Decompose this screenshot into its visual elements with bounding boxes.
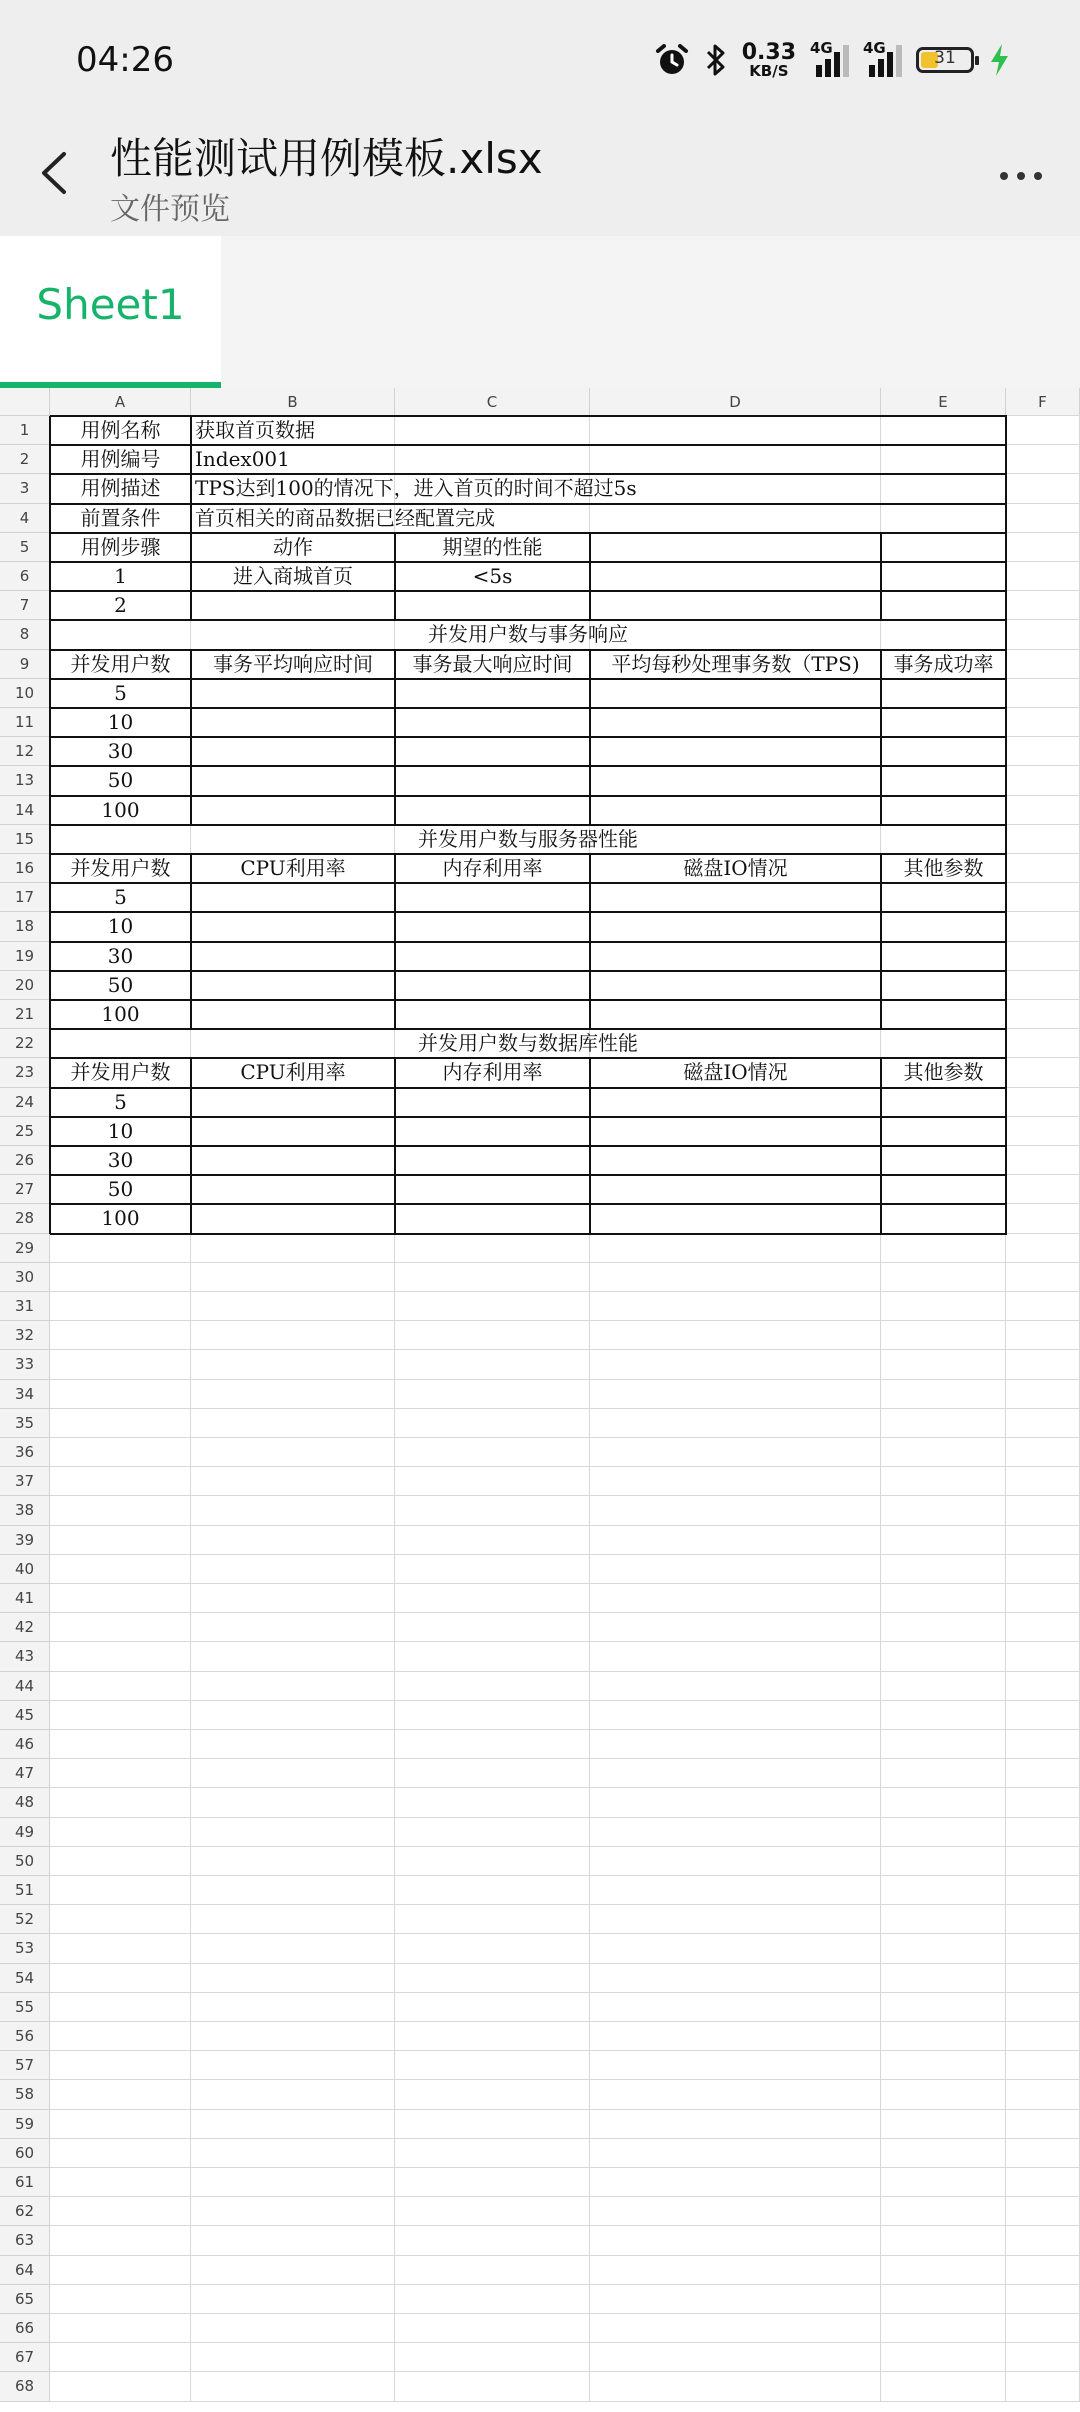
- gridline: [50, 1904, 1080, 1905]
- row-header[interactable]: 35: [0, 1409, 50, 1438]
- table-border: [589, 1175, 591, 1204]
- cell-a4[interactable]: 前置条件: [80, 505, 161, 530]
- battery-level: 31: [934, 48, 956, 68]
- table-border: [589, 1146, 591, 1175]
- row-header[interactable]: 50: [0, 1847, 50, 1876]
- gridline: [50, 1291, 1080, 1292]
- gridline: [50, 1817, 1080, 1818]
- gridline: [50, 1963, 1080, 1964]
- row-header[interactable]: 54: [0, 1964, 50, 1993]
- cell-a23[interactable]: 并发用户数: [70, 1060, 171, 1085]
- gridline: [50, 2284, 1080, 2285]
- table-border: [589, 766, 591, 795]
- cell-c16[interactable]: 内存利用率: [442, 856, 543, 880]
- table-border: [880, 562, 882, 591]
- row-header[interactable]: 10: [0, 679, 50, 708]
- signal-strength-icon: [863, 39, 902, 77]
- cell-a26[interactable]: 30: [107, 1148, 134, 1172]
- column-header-e[interactable]: E: [881, 388, 1006, 416]
- row-header[interactable]: 34: [0, 1380, 50, 1409]
- row-header[interactable]: 1: [0, 416, 50, 445]
- row-header[interactable]: 66: [0, 2314, 50, 2343]
- row-header[interactable]: 11: [0, 708, 50, 737]
- row-header[interactable]: 60: [0, 2139, 50, 2168]
- table-border: [1005, 591, 1007, 620]
- table-border: [394, 1088, 396, 1117]
- row-header[interactable]: 29: [0, 1234, 50, 1263]
- row-header[interactable]: 64: [0, 2256, 50, 2285]
- column-header-f[interactable]: F: [1006, 388, 1080, 416]
- row-header[interactable]: 45: [0, 1701, 50, 1730]
- cell-a9[interactable]: 并发用户数: [70, 651, 171, 676]
- gridline: [50, 1554, 1080, 1555]
- app-header: [0, 110, 1080, 236]
- network-speed: [741, 39, 796, 80]
- row-header[interactable]: 48: [0, 1788, 50, 1817]
- table-border: [1005, 1146, 1007, 1175]
- table-border: [1005, 737, 1007, 766]
- cell-d16[interactable]: 磁盘IO情况: [683, 856, 788, 880]
- gridline: [50, 1379, 1080, 1380]
- row-header[interactable]: 57: [0, 2051, 50, 2080]
- table-border: [880, 971, 882, 1000]
- charging-icon: [988, 42, 1010, 78]
- gridline: [50, 2313, 1080, 2314]
- row-header[interactable]: 22: [0, 1029, 50, 1058]
- column-header-d[interactable]: D: [590, 388, 881, 416]
- row-header[interactable]: 20: [0, 971, 50, 1000]
- table-border: [589, 912, 591, 941]
- table-border: [1005, 1204, 1007, 1233]
- table-border: [394, 679, 396, 708]
- column-header-b[interactable]: B: [191, 388, 395, 416]
- row-header[interactable]: 15: [0, 825, 50, 854]
- row-header[interactable]: 51: [0, 1876, 50, 1905]
- table-border: [1005, 942, 1007, 971]
- table-border: [880, 1204, 882, 1233]
- back-arrow-icon: [22, 140, 88, 206]
- signal-strength-icon: [810, 39, 849, 77]
- cell-a1[interactable]: 用例名称: [80, 418, 161, 442]
- gridline: [50, 2196, 1080, 2197]
- row-header[interactable]: 38: [0, 1496, 50, 1525]
- row-header[interactable]: 27: [0, 1175, 50, 1204]
- table-border: [1005, 562, 1007, 591]
- column-header-c[interactable]: C: [395, 388, 590, 416]
- gridline: [50, 1875, 1080, 1876]
- row-header[interactable]: 62: [0, 2197, 50, 2226]
- cell-a17[interactable]: 5: [114, 885, 127, 910]
- table-border: [880, 737, 882, 766]
- table-border: [394, 912, 396, 941]
- table-border: [880, 533, 882, 562]
- gridline: [50, 1846, 1080, 1847]
- table-border: [880, 708, 882, 737]
- table-border: [589, 737, 591, 766]
- table-border: [880, 1146, 882, 1175]
- sheet-tab-label: Sheet1: [36, 279, 185, 329]
- table-border: [589, 883, 591, 912]
- row-header[interactable]: 12: [0, 737, 50, 766]
- table-border: [1005, 766, 1007, 795]
- table-border: [589, 1000, 591, 1029]
- cell-b6[interactable]: 进入商城首页: [233, 564, 353, 588]
- gridline: [50, 1612, 1080, 1613]
- table-border: [394, 737, 396, 766]
- row-header[interactable]: 46: [0, 1730, 50, 1759]
- row-header[interactable]: 65: [0, 2285, 50, 2314]
- cell-a14[interactable]: 100: [101, 797, 140, 822]
- row-header[interactable]: 58: [0, 2080, 50, 2109]
- cell-c5[interactable]: 期望的性能: [442, 534, 543, 559]
- gridline: [50, 1641, 1080, 1642]
- cell-a12[interactable]: 30: [107, 739, 134, 764]
- cell-c9[interactable]: 事务最大响应时间: [412, 651, 573, 676]
- table-border: [880, 942, 882, 971]
- table-border: [1005, 971, 1007, 1000]
- cell-b2[interactable]: Index001: [195, 447, 290, 472]
- table-border: [1005, 912, 1007, 941]
- table-border: [394, 1175, 396, 1204]
- gridline: [50, 1729, 1080, 1730]
- row-header[interactable]: 25: [0, 1117, 50, 1146]
- gridline: [50, 1787, 1080, 1788]
- cell-a16[interactable]: 并发用户数: [70, 856, 171, 880]
- cell-a13[interactable]: 50: [107, 768, 134, 793]
- gridline: [50, 2109, 1080, 2110]
- gridline: [50, 1671, 1080, 1672]
- row-header[interactable]: 68: [0, 2372, 50, 2401]
- table-border: [394, 1117, 396, 1146]
- row-header[interactable]: 2: [0, 445, 50, 474]
- row-header[interactable]: 33: [0, 1350, 50, 1379]
- row-header[interactable]: 4: [0, 504, 50, 533]
- gridline: [50, 1495, 1080, 1496]
- table-border: [50, 707, 1007, 709]
- gridline: [50, 1700, 1080, 1701]
- table-border: [50, 941, 1007, 943]
- gridline: [50, 2225, 1080, 2226]
- cell-a24[interactable]: 5: [114, 1089, 127, 1114]
- more-dots-icon: [1000, 172, 1008, 180]
- row-header[interactable]: 21: [0, 1000, 50, 1029]
- gridline: [50, 1408, 1080, 1409]
- table-border: [1005, 679, 1007, 708]
- select-all-corner[interactable]: [0, 388, 50, 416]
- cell-b23[interactable]: CPU利用率: [240, 1060, 346, 1085]
- cell-c6[interactable]: <5s: [472, 564, 513, 588]
- gridline: [50, 1437, 1080, 1438]
- cell-a28[interactable]: 100: [101, 1206, 140, 1231]
- row-header[interactable]: 19: [0, 942, 50, 971]
- table-border: [1005, 1088, 1007, 1117]
- row-header[interactable]: 23: [0, 1058, 50, 1087]
- row-header[interactable]: 9: [0, 650, 50, 679]
- cell-a15[interactable]: 并发用户数与服务器性能: [418, 826, 638, 851]
- table-border: [1005, 1117, 1007, 1146]
- table-border: [1005, 1000, 1007, 1029]
- table-border: [880, 1175, 882, 1204]
- more-options-button[interactable]: [986, 146, 1056, 206]
- table-border: [50, 1233, 1007, 1235]
- table-border: [589, 679, 591, 708]
- gridline: [50, 2401, 1080, 2402]
- table-border: [50, 1174, 1007, 1176]
- cell-a10[interactable]: 5: [114, 680, 127, 705]
- cell-a3[interactable]: 用例描述: [80, 476, 161, 501]
- table-border: [880, 796, 882, 825]
- table-border: [394, 1204, 396, 1233]
- gridline: [50, 1525, 1080, 1526]
- cell-b9[interactable]: 事务平均响应时间: [213, 651, 373, 676]
- table-border: [589, 1204, 591, 1233]
- table-border: [880, 766, 882, 795]
- row-header[interactable]: 26: [0, 1146, 50, 1175]
- cell-c23[interactable]: 内存利用率: [442, 1060, 543, 1085]
- row-header[interactable]: 55: [0, 1993, 50, 2022]
- gridline: [50, 2079, 1080, 2080]
- cell-a5[interactable]: 用例步骤: [80, 534, 161, 559]
- bluetooth-icon: [704, 42, 728, 78]
- row-header[interactable]: 40: [0, 1555, 50, 1584]
- row-header[interactable]: 44: [0, 1672, 50, 1701]
- cell-b1[interactable]: 获取首页数据: [195, 418, 315, 442]
- table-border: [394, 942, 396, 971]
- table-border: [1005, 1175, 1007, 1204]
- signal-type-label: 4G: [810, 39, 833, 57]
- sheet-tab-sheet1[interactable]: [0, 236, 221, 388]
- spreadsheet-grid[interactable]: [0, 388, 1080, 2412]
- row-header[interactable]: 7: [0, 591, 50, 620]
- table-border: [50, 1145, 1007, 1147]
- cell-b5[interactable]: 动作: [273, 534, 313, 559]
- row-header[interactable]: 49: [0, 1818, 50, 1847]
- battery-icon: [916, 47, 974, 73]
- alarm-icon: [654, 42, 690, 78]
- gridline: [50, 2167, 1080, 2168]
- row-header[interactable]: 16: [0, 854, 50, 883]
- row-header[interactable]: 30: [0, 1263, 50, 1292]
- table-border: [50, 999, 1007, 1001]
- table-border: [589, 942, 591, 971]
- gridline: [50, 2138, 1080, 2139]
- cell-e9[interactable]: 事务成功率: [893, 651, 994, 676]
- table-border: [880, 883, 882, 912]
- row-header[interactable]: 3: [0, 474, 50, 503]
- document-title: 性能测试用例模板.xlsx: [110, 134, 543, 183]
- cell-e16[interactable]: 其他参数: [903, 856, 984, 880]
- signal-type-label: 4G: [863, 39, 886, 57]
- row-header[interactable]: 36: [0, 1438, 50, 1467]
- table-border: [50, 1203, 1007, 1205]
- row-header[interactable]: 52: [0, 1905, 50, 1934]
- column-header-a[interactable]: A: [50, 388, 191, 416]
- table-border: [50, 1116, 1007, 1118]
- cell-a2[interactable]: 用例编号: [80, 447, 161, 472]
- table-border: [880, 1088, 882, 1117]
- document-subtitle: 文件预览: [110, 192, 230, 227]
- table-border: [394, 971, 396, 1000]
- row-header[interactable]: 8: [0, 620, 50, 649]
- table-border: [589, 591, 591, 620]
- cell-d23[interactable]: 磁盘IO情况: [683, 1060, 788, 1085]
- gridline: [50, 1933, 1080, 1934]
- cell-a11[interactable]: 10: [107, 710, 134, 734]
- table-border: [50, 795, 1007, 797]
- gridline: [50, 1992, 1080, 1993]
- row-header[interactable]: 32: [0, 1321, 50, 1350]
- cell-d9[interactable]: 平均每秒处理事务数（TPS): [611, 651, 860, 676]
- cell-a6[interactable]: 1: [114, 564, 127, 588]
- cell-a8[interactable]: 并发用户数与事务响应: [428, 622, 628, 647]
- cell-a18[interactable]: 10: [107, 914, 134, 939]
- cell-a21[interactable]: 100: [101, 1002, 140, 1026]
- cell-b16[interactable]: CPU利用率: [240, 856, 346, 880]
- row-header[interactable]: 14: [0, 796, 50, 825]
- row-header[interactable]: 63: [0, 2226, 50, 2255]
- gridline: [50, 1466, 1080, 1467]
- row-header[interactable]: 18: [0, 912, 50, 941]
- status-icons: [654, 36, 1010, 84]
- gridline: [50, 2050, 1080, 2051]
- cell-e23[interactable]: 其他参数: [903, 1060, 984, 1085]
- cell-a7[interactable]: 2: [114, 593, 127, 618]
- row-header[interactable]: 43: [0, 1642, 50, 1671]
- gridline: [50, 1320, 1080, 1321]
- status-time: 04:26: [76, 40, 174, 80]
- table-border: [589, 1088, 591, 1117]
- table-border: [394, 1146, 396, 1175]
- table-border: [50, 765, 1007, 767]
- row-header[interactable]: 47: [0, 1759, 50, 1788]
- cell-a20[interactable]: 50: [107, 972, 134, 997]
- cell-b4[interactable]: 首页相关的商品数据已经配置完成: [195, 505, 495, 530]
- network-speed-value: 0.33: [741, 39, 796, 65]
- row-header[interactable]: 13: [0, 766, 50, 795]
- table-border: [589, 971, 591, 1000]
- table-border: [50, 736, 1007, 738]
- table-border: [394, 796, 396, 825]
- row-header[interactable]: 67: [0, 2343, 50, 2372]
- gridline: [50, 2021, 1080, 2022]
- row-header[interactable]: 53: [0, 1934, 50, 1963]
- row-header[interactable]: 61: [0, 2168, 50, 2197]
- table-border: [880, 1117, 882, 1146]
- row-header[interactable]: 17: [0, 883, 50, 912]
- row-header[interactable]: 37: [0, 1467, 50, 1496]
- gridline: [50, 1758, 1080, 1759]
- row-header[interactable]: 59: [0, 2110, 50, 2139]
- table-border: [394, 591, 396, 620]
- table-border: [394, 766, 396, 795]
- table-border: [1005, 708, 1007, 737]
- status-bar: [0, 0, 1080, 110]
- table-border: [394, 1000, 396, 1029]
- table-border: [589, 796, 591, 825]
- gridline: [50, 1349, 1080, 1350]
- back-button[interactable]: [22, 140, 88, 206]
- cell-a27[interactable]: 50: [107, 1177, 134, 1202]
- cell-a19[interactable]: 30: [107, 943, 134, 968]
- row-header[interactable]: 39: [0, 1526, 50, 1555]
- table-border: [50, 970, 1007, 972]
- gridline: [50, 1262, 1080, 1263]
- table-border: [880, 679, 882, 708]
- gridline: [50, 2255, 1080, 2256]
- table-border: [394, 708, 396, 737]
- sheet-tab-bar: [0, 236, 1080, 388]
- gridline: [50, 1583, 1080, 1584]
- table-border: [1005, 883, 1007, 912]
- network-speed-unit: KB/S: [749, 61, 789, 80]
- table-border: [880, 912, 882, 941]
- gridline: [50, 2342, 1080, 2343]
- row-header[interactable]: 24: [0, 1088, 50, 1117]
- row-header[interactable]: 31: [0, 1292, 50, 1321]
- table-border: [589, 708, 591, 737]
- row-header[interactable]: 56: [0, 2022, 50, 2051]
- row-header[interactable]: 28: [0, 1204, 50, 1233]
- table-border: [589, 1117, 591, 1146]
- table-border: [1005, 796, 1007, 825]
- table-border: [1005, 533, 1007, 562]
- cell-a25[interactable]: 10: [107, 1118, 134, 1143]
- row-header[interactable]: 42: [0, 1613, 50, 1642]
- row-header[interactable]: 5: [0, 533, 50, 562]
- table-border: [880, 1000, 882, 1029]
- row-header[interactable]: 6: [0, 562, 50, 591]
- table-border: [880, 591, 882, 620]
- table-border: [50, 911, 1007, 913]
- gridline: [50, 2371, 1080, 2372]
- table-border: [394, 883, 396, 912]
- row-header[interactable]: 41: [0, 1584, 50, 1613]
- cell-b3[interactable]: TPS达到100的情况下，进入首页的时间不超过5s: [195, 476, 637, 501]
- cell-a22[interactable]: 并发用户数与数据库性能: [418, 1031, 638, 1056]
